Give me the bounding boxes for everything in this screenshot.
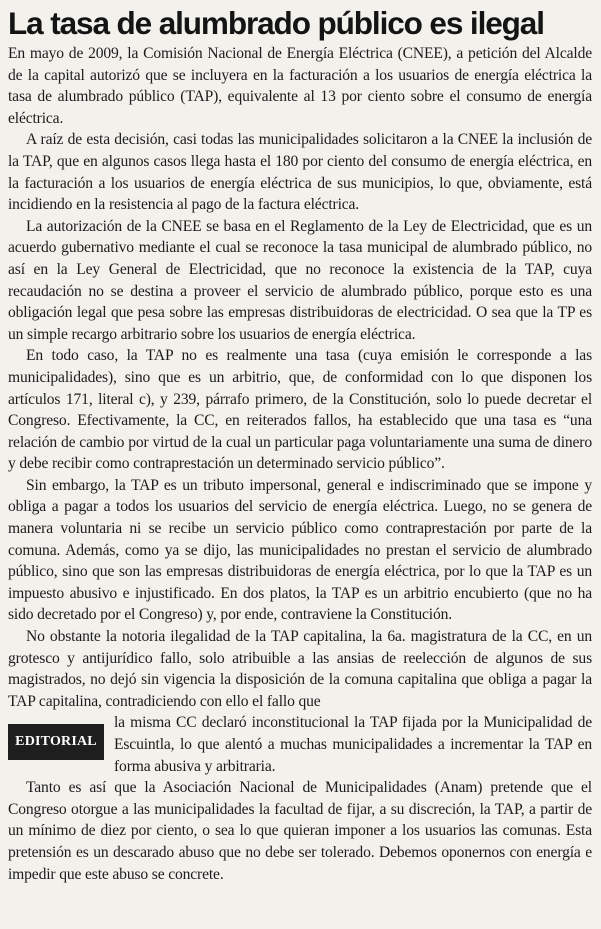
editorial-article bbox=[8, 6, 592, 885]
paragraph-5: Sin embargo, la TAP es un tributo impersonal, general e indiscriminado que se impone y obliga a pagar a todos los usuarios del servicio de energía eléctrica. Luego, no se genera de manera voluntaria ni se recibe un servicio público como contraprestación por parte de la comuna. Además, como ya se dijo, las municipalidades no prestan el servicio de alumbrado público, sino que son las empresas distribuidoras de energía eléctrica, por lo que la TAP es un impuesto abusivo e injustificado. En dos platos, la TAP es un arbitrio encubierto (que no ha sido decretado por el Congreso) y, por ende, contraviene la Constitución. bbox=[8, 476, 592, 624]
paragraph-6-continued: la misma CC declaró inconstitucional la TAP fijada por la Municipalidad de Escuintla, lo que alentó a muchas municipalidades a incrementar la TAP en forma abusiva y arbitraria. bbox=[114, 714, 592, 775]
paragraph-7: Tanto es así que la Asociación Nacional de Municipalidades (Anam) pretende que el Congreso otorgue a las municipalidades la facultad de fijar, a su discreción, la TAP, a partir de un mínimo de diez por ciento, o sea lo que quieran imponer a los usuarios las comunas. Esta pretensión es un descarado abuso que no debe ser tolerado. Debemos oponernos con energía e impedir que este abuso se concrete. bbox=[8, 779, 592, 883]
paragraph-2: A raíz de esta decisión, casi todas las municipalidades solicitaron a la CNEE la inclusión de la TAP, que en algunos casos llega hasta el 180 por ciento del consumo de energía eléctrica, en la facturación a los usuarios de energía eléctrica de sus municipios, lo que, obviamente, está incidiendo en la resistencia al pago de la factura eléctrica. bbox=[8, 131, 592, 214]
paragraph-6: No obstante la notoria ilegalidad de la TAP capitalina, la 6a. magistratura de la CC, en un grotesco y antijurídico fallo, solo atribuible a las ansias de reelección de algunos de sus magistrados, no dejó sin vigencia la disposición de la comuna capitalina que obliga a pagar la TAP capitalina, contradiciendo con ello el fallo que bbox=[8, 628, 592, 710]
paragraph-1: En mayo de 2009, la Comisión Nacional de Energía Eléctrica (CNEE), a petición del Alcalde de la capital autorizó que se incluyera en la facturación a los usuarios de energía eléctrica la tasa de alumbrado público (TAP), equivalente al 13 por ciento sobre el consumo de energía eléctrica. bbox=[8, 45, 592, 127]
editorial-tag-row bbox=[8, 712, 592, 777]
article-body bbox=[8, 43, 592, 885]
paragraph-3: La autorización de la CNEE se basa en el Reglamento de la Ley de Electricidad, que es un acuerdo gubernativo mediante el cual se reconoce la tasa municipal de alumbrado público, no así en la Ley General de Electricidad, que no reconoce la existencia de la TAP, cuya recaudación no se destina a proveer el servicio de alumbrado público, porque esto es una obligación legal que pesa sobre las empresas distribuidoras de electricidad. O sea que la TP es un simple recargo arbitrario sobre los usuarios de energía eléctrica. bbox=[8, 217, 592, 343]
paragraph-4: En todo caso, la TAP no es realmente una tasa (cuya emisión le corresponde a las municipalidades), sino que es un arbitrio, que, de conformidad con lo que disponen los artículos 171, literal c), y 239, párrafo primero, de la Constitución, solo lo puede decretar el Congreso. Efectivamente, la CC, en reiterados fallos, ha establecido que una tasa es “una relación de cambio por virtud de la cual un particular paga voluntariamente una suma de dinero y debe recibir como contraprestación un determinado servicio público”. bbox=[8, 347, 592, 473]
editorial-section-tag: EDITORIAL bbox=[8, 724, 104, 760]
headline: La tasa de alumbrado público es ilegal bbox=[8, 5, 544, 41]
